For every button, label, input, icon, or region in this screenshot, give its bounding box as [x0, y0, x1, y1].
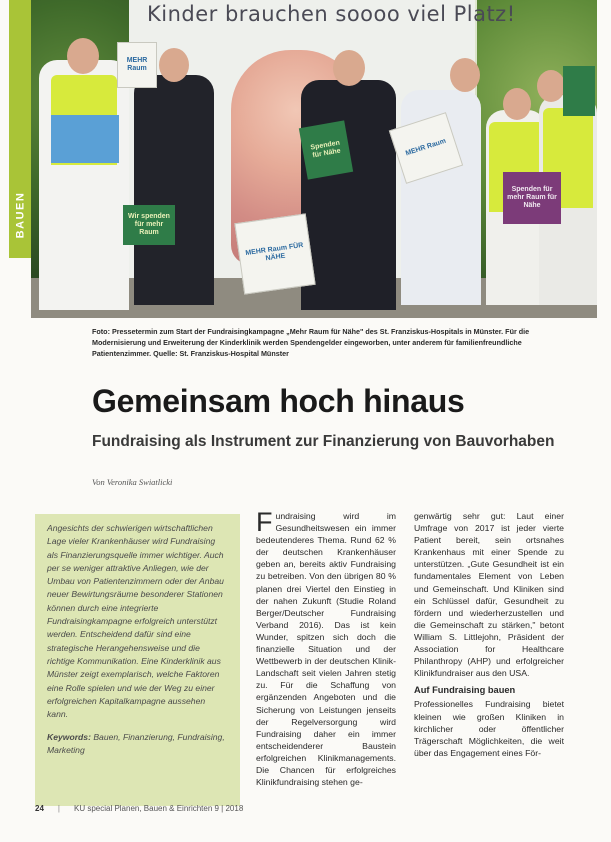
keywords-list: Bauen, Finanzierung, Fundraising, Marketing [47, 732, 225, 756]
article-byline: Von Veronika Swiatlicki [92, 477, 173, 487]
body-column-1 [256, 507, 396, 788]
keywords-label: Keywords: [47, 732, 91, 743]
page-number: 24 [35, 804, 44, 813]
body-column-2-text-after: Professionelles Fundraising bietet kleinen wie großen Kliniken in kirchlicher oder öffentlicher Trägerschaft Möglichkeiten, die weit über das Engagement eines För- [414, 699, 564, 758]
person-2 [134, 75, 214, 305]
sign-6: MEHR Raum [389, 112, 463, 184]
publication-name: KU special Planen, Bauen & Einrichten 9 | 2018 [73, 804, 244, 813]
dropcap: F [256, 507, 273, 537]
head-2 [159, 48, 189, 82]
teaser-box [35, 514, 240, 806]
head-4 [450, 58, 480, 92]
body-column-2 [414, 510, 564, 759]
body-column-2-text: genwärtig sehr gut: Laut einer Umfrage von 2017 ist jeder vierte Patient bereit, sein ortsnahes Krankenhaus mit einer Spende zu unterstützen. „Gute Gesundheit ist ein fundamentales Element von Leben und Gemeinschaft. Und Kliniken sind ein Schlüssel dafür, Gesundheit zu fördern und wiederherzustellen und die Gemeinschaft zu stärken," betont William S. Littlejohn, Präsident der Association for Healthcare Philanthropy (AHP) und erfolgreicher Klinikfundraiser aus den USA. [414, 511, 564, 679]
section-label [9, 180, 31, 250]
head-6 [537, 70, 565, 102]
sign-8 [563, 66, 595, 116]
head-3 [333, 50, 365, 86]
photo-banner-text: Kinder brauchen soooo viel Platz! [147, 2, 516, 26]
head-1 [67, 38, 99, 74]
sign-3: MEHR Raum FÜR NÄHE [234, 213, 315, 294]
article-headline: Gemeinsam hoch hinaus [92, 383, 465, 419]
footer-separator: | [57, 804, 60, 813]
header-photo [31, 0, 597, 318]
sign-4: Spenden für Nähe [299, 120, 353, 179]
head-5 [503, 88, 531, 120]
keywords [47, 731, 228, 757]
sign-5: Wir spenden für mehr Raum [123, 205, 175, 245]
person-3 [301, 80, 396, 310]
page-footer [35, 804, 243, 813]
article-subheadline: Fundraising als Instrument zur Finanzierung von Bauvorhaben [92, 433, 555, 450]
sign-1: MEHR Raum [117, 42, 157, 88]
sign-7: Spenden für mehr Raum für Nähe [503, 172, 561, 224]
section-heading: Auf Fundraising bauen [414, 685, 516, 696]
section-label-text: BAUEN [14, 191, 26, 239]
photo-caption: Foto: Pressetermin zum Start der Fundraisingkampagne „Mehr Raum für Nähe" des St. Franziskus-Hospitals in Münster. Für die Modernisierung und Erweiterung der Kinderklinik werden Spendengelder eingeworben, unter anderem für familienfreundliche Patientenzimmer. Quelle: St. Franziskus-Hospital Münster [92, 327, 530, 358]
sign-2 [51, 115, 119, 163]
body-column-1-text: undraising wird im Gesundheitswesen ein immer bedeutenderes Thema. Rund 62 % der deutschen Krankenhäuser geben an, bereits aktiv Fundraising zu betreiben. Von den übrigen 80 % planen drei Viertel den Einstieg in der nahen Zukunft (Studie Roland Berger/Deutscher Fundraising Verband 2016). Das ist kein Wunder, spitzen sich doch die finanzielle Situation und der Wettbewerb in der deutschen Klinik-Landschaft seit vielen Jahren stetig zu. Für die Schaffung von ergänzenden Angeboten und die Sicherung von Leistungen jenseits der Regelversorgung wird Fundraising daher ein immer entscheidenderer Baustein erfolgreichen Klinikmanagements. Die Chancen für erfolgreiches Klinikfundraising stehen ge- [256, 511, 396, 788]
teaser-text: Angesichts der schwierigen wirtschaftlichen Lage vieler Krankenhäuser wird Fundraising als Finanzierungsquelle immer wichtiger. Auch per se weniger attraktive Anliegen, wie der Umbau von Patientenzimmern oder der Anbau neuer Bewirtungsräume besonderer Stationen können durch eine integrierte Fundraisingkampagne erfolgreich unterstützt werden. Entscheidend dafür sind eine strategische Herangehensweise und die richtige Kommunikation. Eine Kinderklinik aus Münster zeigt exemplarisch, welche Faktoren eine Rolle spielen und wie der Weg zu einer erfolgreichen Kapitalkampagne aussehen kann. [47, 523, 224, 720]
